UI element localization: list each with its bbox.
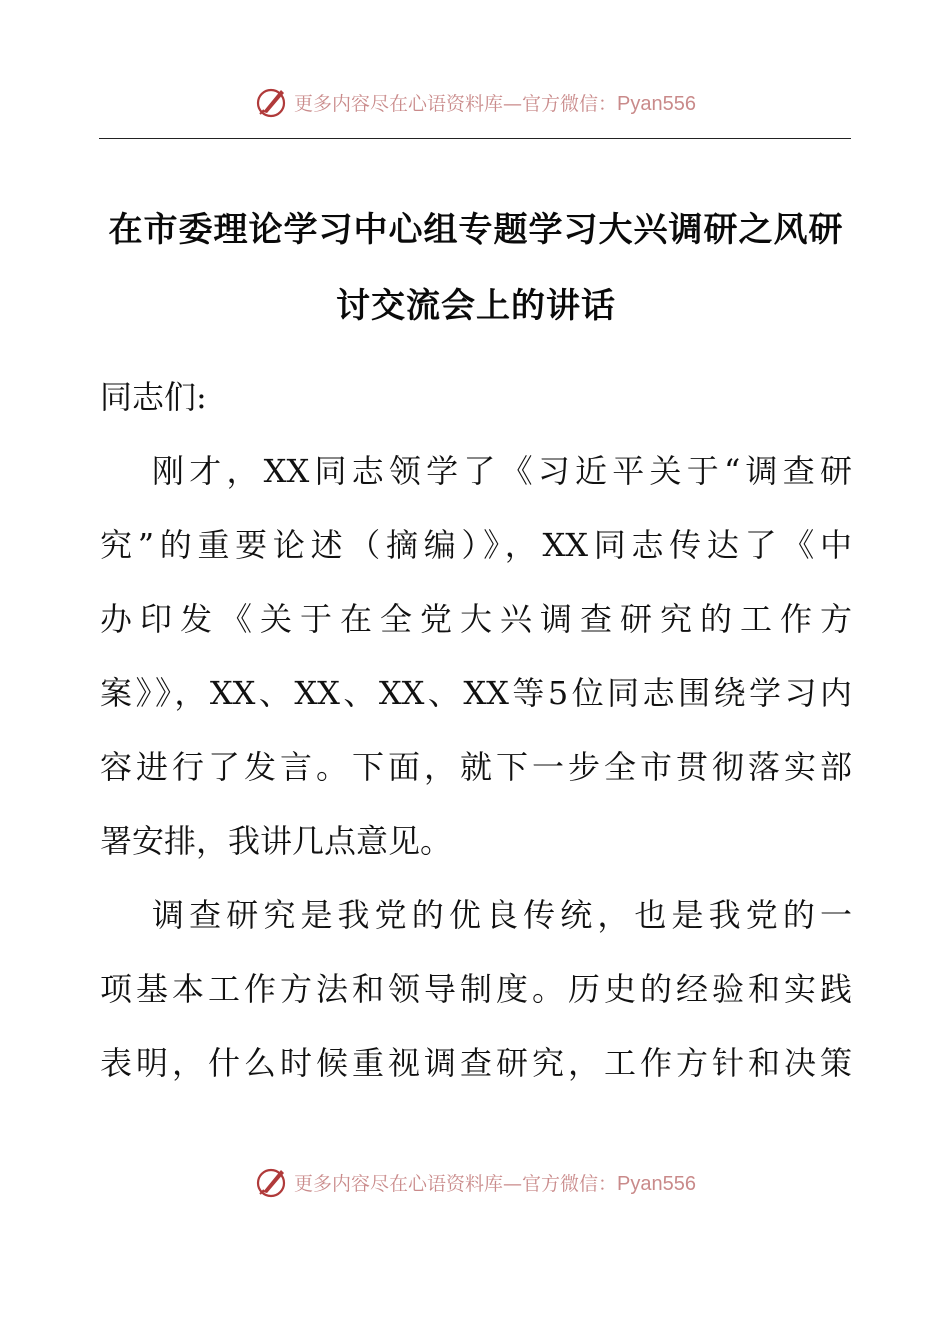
quill-pen-circle-icon — [254, 1164, 290, 1200]
watermark-text — [294, 1169, 696, 1196]
footer-watermark — [0, 1160, 950, 1204]
watermark-account: Pyan556 — [617, 92, 696, 115]
title-line-2: 讨交流会上的讲话 — [336, 286, 616, 326]
header-watermark — [0, 80, 950, 124]
paragraph-1-line: 究”的重要论述（摘编）》，XX同志传达了《中 — [100, 526, 852, 564]
watermark-label: 更多内容尽在心语资料库—官方微信： — [294, 92, 618, 115]
paragraph-1 — [100, 434, 852, 878]
watermark-account: Pyan556 — [617, 1172, 696, 1195]
paragraph-1-line: 案》》，XX、XX、XX、XX等5位同志围绕学习内 — [100, 674, 852, 712]
watermark-label: 更多内容尽在心语资料库—官方微信： — [294, 1172, 618, 1195]
salutation — [100, 360, 852, 434]
paragraph-1-line: 刚才，XX同志领学了《习近平关于“调查研 — [152, 452, 852, 490]
paragraph-2 — [100, 878, 852, 1100]
document-title — [100, 192, 852, 344]
paragraph-2-line: 调查研究是我党的优良传统，也是我党的一 — [152, 896, 852, 934]
paragraph-2-line: 表明，什么时候重视调查研究，工作方针和决策 — [100, 1044, 852, 1082]
salutation-text: 同志们: — [100, 378, 207, 416]
header-divider — [99, 138, 851, 139]
paragraph-1-line: 办印发《关于在全党大兴调查研究的工作方 — [100, 600, 852, 638]
document-body — [100, 360, 852, 1100]
quill-pen-circle-icon — [254, 84, 290, 120]
paragraph-1-line: 容进行了发言。下面，就下一步全市贯彻落实部 — [100, 748, 852, 786]
watermark-text — [294, 89, 696, 116]
paragraph-2-line: 项基本工作方法和领导制度。历史的经验和实践 — [100, 970, 852, 1008]
paragraph-1-line: 署安排，我讲几点意见。 — [100, 822, 453, 860]
title-line-1: 在市委理论学习中心组专题学习大兴调研之风研 — [108, 210, 844, 250]
